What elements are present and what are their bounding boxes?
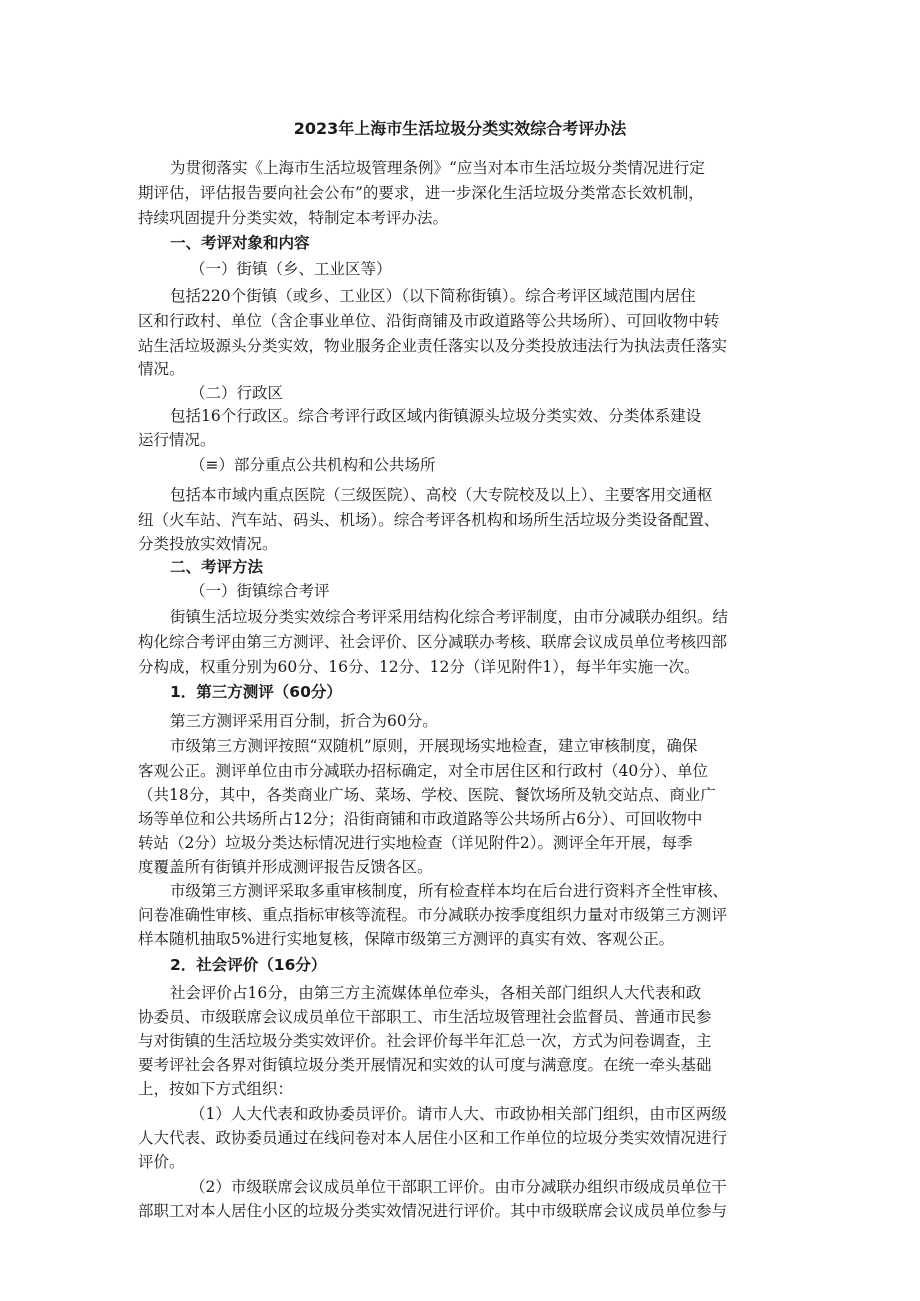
section-heading: 二、考评方法 [170,558,264,576]
paragraph-line: 客观公正。测评单位由市分减联办招标确定，对全市居住区和行政村（40分）、单位 [138,762,708,780]
paragraph-line: 站生活垃圾源头分类实效，物业服务企业责任落实以及分类投放违法行为执法责任落实 [138,337,728,355]
paragraph-line: 分类投放实效情况。 [138,535,278,553]
subsection-heading: 1．第三方测评（60分） [170,683,342,701]
subsection-heading: （一）街镇综合考评 [190,582,330,600]
paragraph-line: 市级第三方测评按照“双随机”原则，开展现场实地检查，建立审核制度，确保 [170,737,698,755]
section-heading: 一、考评对象和内容 [170,234,310,252]
paragraph-line: 部职工对本人居住小区的垃圾分类实效情况进行评价。其中市级联席会议成员单位参与 [138,1202,728,1220]
paragraph-line: 持续巩固提升分类实效，特制定本考评办法。 [138,209,449,227]
paragraph-line: 人大代表、政协委员通过在线问卷对本人居住小区和工作单位的垃圾分类实效情况进行 [138,1129,728,1147]
paragraph-line: 区和行政村、单位（含企事业单位、沿街商铺及市政道路等公共场所）、可回收物中转 [138,312,720,330]
paragraph-line: 要考评社会各界对街镇垃圾分类开展情况和实效的认可度与满意度。在统一牵头基础 [138,1056,712,1074]
paragraph-line: 构化综合考评由第三方测评、社会评价、区分减联办考核、联席会议成员单位考核四部 [138,633,728,651]
paragraph-line: 街镇生活垃圾分类实效综合考评采用结构化综合考评制度，由市分减联办组织。结 [170,608,729,626]
paragraph-line: 纽（火车站、汽车站、码头、机场）。综合考评各机构和场所生活垃圾分类设备配置、 [138,511,720,529]
paragraph-line: 第三方测评采用百分制，折合为60分。 [170,712,438,730]
paragraph-line: 场等单位和公共场所占12分；沿街商铺和市政道路等公共场所占6分）、可回收物中 [138,810,703,828]
paragraph-line: 问卷准确性审核、重点指标审核等流程。市分减联办按季度组织力量对市级第三方测评 [138,906,728,924]
paragraph-line: 度覆盖所有街镇并形成测评报告反馈各区。 [138,858,433,876]
paragraph-line: 包括16个行政区。综合考评行政区域内街镇源头垃圾分类实效、分类体系建设 [170,407,702,425]
paragraph-line: 包括220个街镇（或乡、工业区）（以下简称街镇）。综合考评区域范围内居住 [170,287,696,305]
paragraph-line: 市级第三方测评采取多重审核制度，所有检查样本均在后台进行资料齐全性审核、 [170,882,729,900]
paragraph-line: 期评估，评估报告要向社会公布”的要求，进一步深化生活垃圾分类常态长效机制， [138,184,704,202]
paragraph-line: 为贯彻落实《上海市生活垃圾管理条例》“应当对本市生活垃圾分类情况进行定 [170,159,705,177]
paragraph-line: 样本随机抽取5%进行实地复核，保障市级第三方测评的真实有效、客观公正。 [138,930,675,948]
paragraph-line: 分构成，权重分别为60分、16分、12分、12分（详见附件1），每半年实施一次。 [138,658,700,676]
paragraph-line: （1）人大代表和政协委员评价。请市人大、市政协相关部门组织，由市区两级 [190,1105,727,1123]
paragraph-line: 转站（2分）垃圾分类达标情况进行实地检查（详见附件2）。测评全年开展，每季 [138,834,693,852]
paragraph-line: （共18分，其中，各类商业广场、菜场、学校、医院、餐饮场所及轨交站点、商业广 [138,786,716,804]
paragraph-line: 与对街镇的生活垃圾分类实效评价。社会评价每半年汇总一次，方式为问卷调查，主 [138,1032,712,1050]
paragraph-line: 协委员、市级联席会议成员单位干部职工、市生活垃圾管理社会监督员、普通市民参 [138,1008,712,1026]
paragraph-line: 评价。 [138,1153,185,1171]
document-title: 2023年上海市生活垃圾分类实效综合考评办法 [293,119,627,138]
subsection-heading: （二）行政区 [190,384,284,402]
paragraph-line: 上，按如下方式组织： [138,1080,294,1098]
subsection-heading: （一）街镇（乡、工业区等） [190,260,392,278]
paragraph-line: （2）市级联席会议成员单位干部职工评价。由市分减联办组织市级成员单位干 [190,1178,727,1196]
subsection-heading: 2．社会评价（16分） [170,956,327,974]
paragraph-line: 包括本市域内重点医院（三级医院）、高校（大专院校及以上）、主要客用交通枢 [170,486,713,504]
paragraph-line: 运行情况。 [138,431,216,449]
paragraph-line: 情况。 [138,360,185,378]
subsection-heading: （≡）部分重点公共机构和公共场所 [190,456,436,474]
paragraph-line: 社会评价占16分，由第三方主流媒体单位牵头，各相关部门组织人大代表和政 [170,984,702,1002]
